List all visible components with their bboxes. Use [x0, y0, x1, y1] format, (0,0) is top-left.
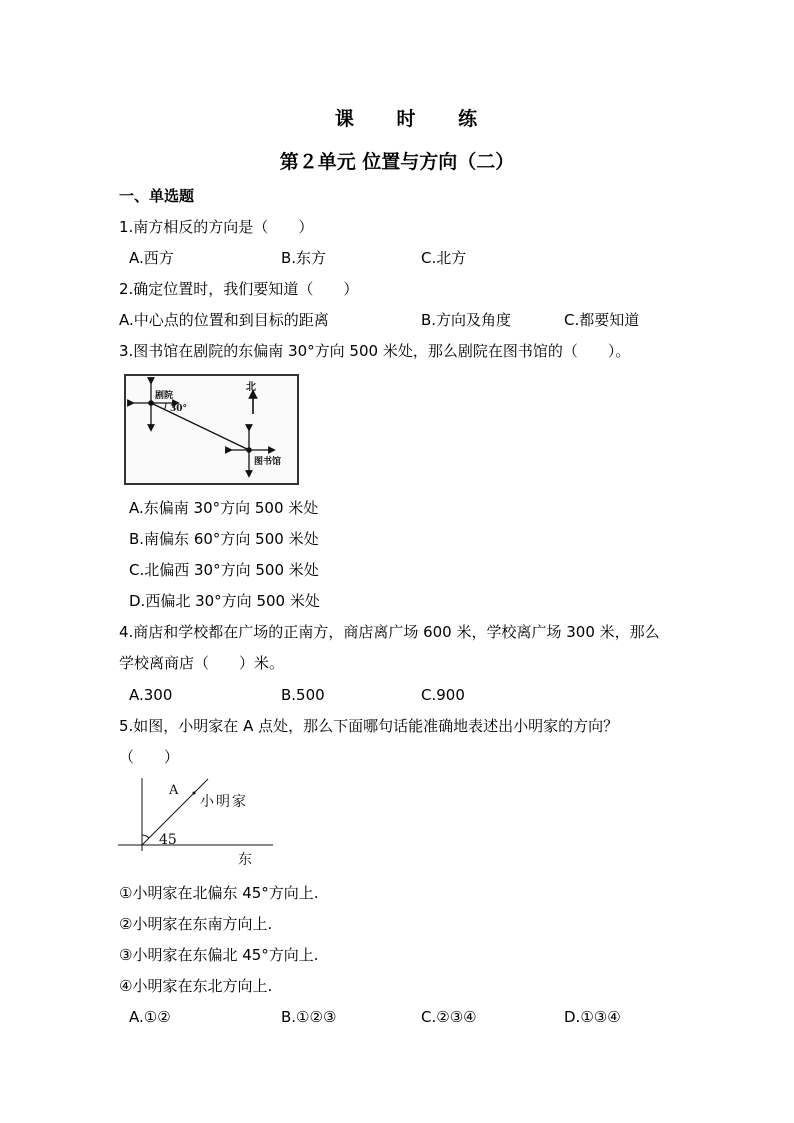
question-4-option-a: A.300: [129, 686, 173, 704]
question-5-statement-2: ②小明家在东南方向上.: [119, 915, 273, 933]
question-5-direction-svg: [118, 773, 278, 868]
question-1-option-c: C.北方: [421, 249, 467, 267]
question-5-stem-line-2: （ ）: [119, 748, 180, 766]
question-3-stem: 3.图书馆在剧院的东偏南 30°方向 500 米处，那么剧院在图书馆的（ ）。: [119, 342, 631, 360]
library-label: 图书馆: [254, 457, 282, 467]
unit-title: 第２单元 位置与方向（二）: [279, 151, 515, 173]
question-2-stem: 2.确定位置时，我们要知道（ ）: [119, 280, 359, 298]
question-5-statement-4: ④小明家在东北方向上.: [119, 977, 273, 995]
question-5-stem-line-1: 5.如图，小明家在 A 点处，那么下面哪句话能准确地表述出小明家的方向？: [119, 717, 619, 735]
question-3-map-svg: [126, 376, 297, 483]
point-a-label: A: [169, 783, 179, 798]
theater-label: 剧院: [155, 391, 174, 401]
page-title: 课 时 练: [334, 108, 496, 130]
section-heading: 一、单选题: [119, 187, 195, 205]
east-label: 东: [238, 852, 252, 868]
question-4-option-c: C.900: [421, 686, 465, 704]
question-2-option-b: B.方向及角度: [421, 311, 512, 329]
question-5-statement-1: ①小明家在北偏东 45°方向上.: [119, 884, 319, 902]
library-point: [246, 447, 252, 453]
question-2-option-a: A.中心点的位置和到目标的距离: [119, 311, 329, 329]
question-2-option-c: C.都要知道: [564, 311, 640, 329]
angle-label: 45: [159, 832, 177, 848]
question-5-option-a: A.①②: [129, 1008, 171, 1026]
angle-arc: [142, 835, 149, 838]
question-1-stem: 1.南方相反的方向是（ ）: [119, 218, 314, 236]
question-3-option-c: C.北偏西 30°方向 500 米处: [129, 561, 319, 579]
question-3-map-figure: [124, 374, 299, 485]
angle-label: 30°: [170, 404, 188, 414]
question-3-option-d: D.西偏北 30°方向 500 米处: [129, 592, 320, 610]
home-label: 小明家: [200, 794, 248, 810]
north-label: 北: [246, 382, 256, 393]
question-4-stem-line-1: 4.商店和学校都在广场的正南方，商店离广场 600 米，学校离广场 300 米，那么: [119, 623, 660, 641]
question-5-statement-3: ③小明家在东偏北 45°方向上.: [119, 946, 319, 964]
question-5-option-c: C.②③④: [421, 1008, 477, 1026]
question-5-direction-figure: [118, 773, 278, 868]
angle-arc: [165, 403, 167, 410]
question-5-option-b: B.①②③: [281, 1008, 337, 1026]
point-a-dot: [193, 792, 196, 795]
question-1-option-b: B.东方: [281, 249, 327, 267]
question-3-option-b: B.南偏东 60°方向 500 米处: [129, 530, 319, 548]
question-4-option-b: B.500: [281, 686, 325, 704]
question-4-stem-line-2: 学校离商店（ ）米。: [119, 654, 285, 672]
question-3-option-a: A.东偏南 30°方向 500 米处: [129, 499, 319, 517]
question-5-option-d: D.①③④: [564, 1008, 621, 1026]
question-1-option-a: A.西方: [129, 249, 174, 267]
theater-library-line: [151, 403, 249, 450]
